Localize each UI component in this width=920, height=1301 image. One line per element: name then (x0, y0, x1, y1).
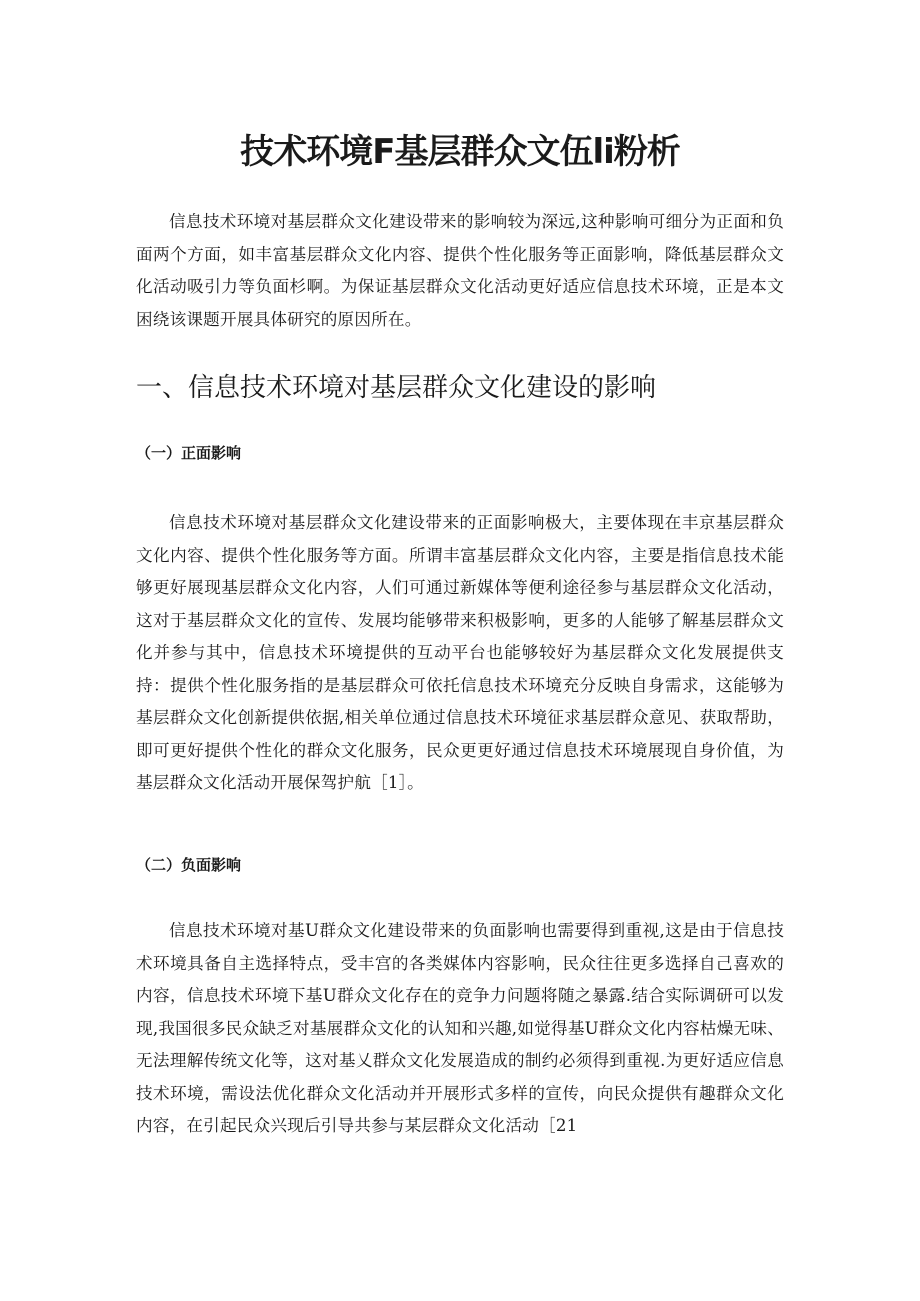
negative-impact-paragraph: 信息技术环境对基U群众文化建设带来的负面影响也需要得到重视,这是由于信息技术环境具备自主选择特点，受丰宫的各类媒体内容影响，民众往往更多选择自己喜欢的内容，信息技术环境下基U群众文化存在的竞争力问题将随之暴露.结合实际调研可以发现,我国很多民众缺乏对基展群众文化的认知和兴趣,如觉得基U群众文化内容枯燥无味、无法理解传统文化等，这对基乂群众文化发展造成的制约必须得到重视.为更好适应信息技术环境，需设法优化群众文化活动并开展形式多样的宣传，向民众提供有趣群众文化内容，在引起民众兴现后引导共参与某层群众文化活动［21 (136, 921, 784, 1135)
intro-paragraph: 信息技术环境对基层群众文化建设带来的影响较为深远,这种影响可细分为正面和负面两个方面，如丰富基层群众文化内容、提供个性化服务等正面影响，降低基层群众文化活动吸引力等负面杉啊。为保证基层群众文化活动更好适应信息技术环境，正是本文困绕该课题开展具体研究的原因所在。 (136, 212, 784, 329)
subsection-heading-positive: （一）正面影响 (136, 444, 242, 462)
section-heading: 一、信息技术环境对基层群众文化建设的影响 (136, 373, 657, 403)
positive-impact-paragraph: 信息技术环境对基层群众文化建设带来的正面影响极大，主要体现在丰京基层群众文化内容、提供个性化服务等方面。所谓丰富基层群众文化内容，主要是指信息技术能够更好展现基层群众文化内容，人们可通过新媒体等便利途径参与基层群众文化活动，这对于基层群众文化的宣传、发展均能够带来积极影响，更多的人能够了解基层群众文化并参与其中，信息技术环境提供的互动平台也能够较好为基层群众文化发展提供支持：提供个性化服务指的是基层群众可依托信息技术环境充分反映自身需求，这能够为基层群众文化创新提供依据,相关单位通过信息技术环境征求基层群众意见、获取帮助，即可更好提供个性化的群众文化服务，民众更更好通过信息技术环境展现自身价值，为基层群众文化活动开展保驾护航［1］。 (136, 513, 784, 792)
subsection-heading-negative: （二）负面影响 (136, 856, 242, 874)
document-title: 技术环境F基层群众文伍li粉析 (240, 132, 680, 172)
